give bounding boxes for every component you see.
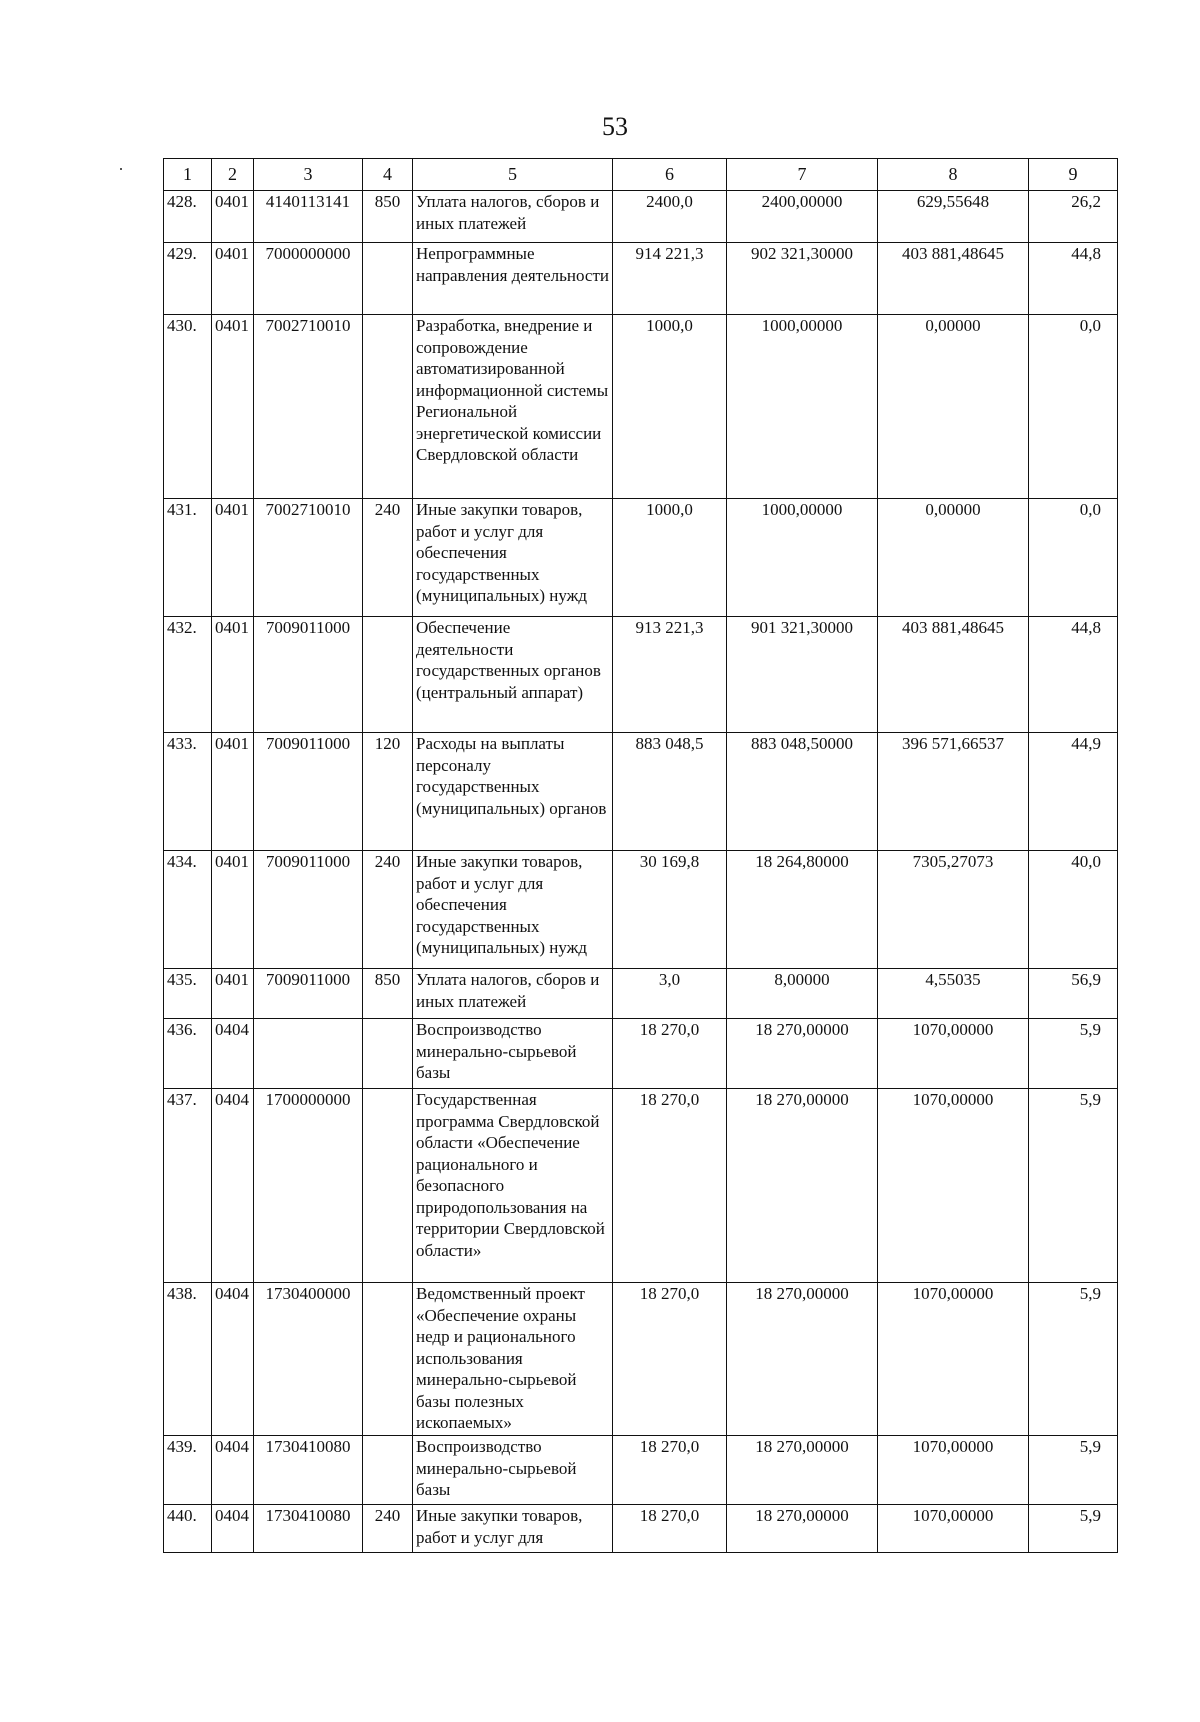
expense-type-cell [363, 1019, 413, 1089]
row-number-cell: 430. [164, 315, 212, 499]
plan-amount-cell: 1000,00000 [727, 315, 878, 499]
col-header-4: 4 [363, 159, 413, 191]
expense-type-cell: 850 [363, 969, 413, 1019]
percent-cell: 0,0 [1029, 499, 1118, 617]
percent-cell: 40,0 [1029, 851, 1118, 969]
expense-type-cell: 240 [363, 851, 413, 969]
executed-amount-cell: 1070,00000 [878, 1283, 1029, 1436]
executed-amount-cell: 7305,27073 [878, 851, 1029, 969]
section-code-cell: 0404 [212, 1436, 254, 1505]
plan-amount-cell: 18 270,00000 [727, 1436, 878, 1505]
item-name-cell: Уплата налогов, сборов и иных платежей [413, 969, 613, 1019]
item-name-cell: Воспроизводство минерально-сырьевой базы [413, 1019, 613, 1089]
section-code-cell: 0401 [212, 733, 254, 851]
plan-amount-cell: 18 270,00000 [727, 1019, 878, 1089]
item-name-cell: Воспроизводство минерально-сырьевой базы [413, 1436, 613, 1505]
executed-amount-cell: 1070,00000 [878, 1436, 1029, 1505]
row-number-cell: 436. [164, 1019, 212, 1089]
table-row [164, 617, 1118, 733]
executed-amount-cell: 0,00000 [878, 499, 1029, 617]
item-name-cell: Иные закупки товаров, работ и услуг для обеспечения государственных (муниципальных) нужд [413, 499, 613, 617]
item-name-cell: Иные закупки товаров, работ и услуг для [413, 1505, 613, 1553]
expense-type-cell: 240 [363, 499, 413, 617]
percent-cell: 5,9 [1029, 1436, 1118, 1505]
plan-amount-cell: 8,00000 [727, 969, 878, 1019]
target-article-cell: 7009011000 [254, 617, 363, 733]
approved-amount-cell: 18 270,0 [613, 1283, 727, 1436]
section-code-cell: 0404 [212, 1019, 254, 1089]
executed-amount-cell: 1070,00000 [878, 1019, 1029, 1089]
approved-amount-cell: 1000,0 [613, 499, 727, 617]
approved-amount-cell: 18 270,0 [613, 1505, 727, 1553]
expense-type-cell [363, 1089, 413, 1283]
row-number-cell: 440. [164, 1505, 212, 1553]
executed-amount-cell: 1070,00000 [878, 1505, 1029, 1553]
percent-cell: 44,9 [1029, 733, 1118, 851]
percent-cell: 5,9 [1029, 1505, 1118, 1553]
target-article-cell: 7002710010 [254, 315, 363, 499]
target-article-cell: 7002710010 [254, 499, 363, 617]
approved-amount-cell: 18 270,0 [613, 1436, 727, 1505]
percent-cell: 5,9 [1029, 1019, 1118, 1089]
plan-amount-cell: 1000,00000 [727, 499, 878, 617]
col-header-9: 9 [1029, 159, 1118, 191]
approved-amount-cell: 883 048,5 [613, 733, 727, 851]
percent-cell: 26,2 [1029, 191, 1118, 243]
item-name-cell: Ведомственный проект «Обеспечение охраны недр и рационального использования минерально-сырьевой базы полезных ископаемых» [413, 1283, 613, 1436]
table-row [164, 969, 1118, 1019]
row-number-cell: 433. [164, 733, 212, 851]
table-row [164, 1283, 1118, 1436]
col-header-5: 5 [413, 159, 613, 191]
row-number-cell: 439. [164, 1436, 212, 1505]
approved-amount-cell: 3,0 [613, 969, 727, 1019]
table-row [164, 851, 1118, 969]
table-row [164, 499, 1118, 617]
section-code-cell: 0401 [212, 243, 254, 315]
percent-cell: 44,8 [1029, 617, 1118, 733]
item-name-cell: Уплата налогов, сборов и иных платежей [413, 191, 613, 243]
budget-table [163, 158, 1118, 1553]
expense-type-cell [363, 1436, 413, 1505]
table-row [164, 243, 1118, 315]
col-header-6: 6 [613, 159, 727, 191]
row-number-cell: 431. [164, 499, 212, 617]
percent-cell: 44,8 [1029, 243, 1118, 315]
executed-amount-cell: 403 881,48645 [878, 243, 1029, 315]
executed-amount-cell: 4,55035 [878, 969, 1029, 1019]
expense-type-cell: 120 [363, 733, 413, 851]
approved-amount-cell: 18 270,0 [613, 1089, 727, 1283]
section-code-cell: 0401 [212, 499, 254, 617]
target-article-cell: 1730410080 [254, 1436, 363, 1505]
section-code-cell: 0401 [212, 191, 254, 243]
approved-amount-cell: 2400,0 [613, 191, 727, 243]
section-code-cell: 0404 [212, 1089, 254, 1283]
col-header-8: 8 [878, 159, 1029, 191]
row-number-cell: 434. [164, 851, 212, 969]
approved-amount-cell: 18 270,0 [613, 1019, 727, 1089]
executed-amount-cell: 0,00000 [878, 315, 1029, 499]
percent-cell: 0,0 [1029, 315, 1118, 499]
section-code-cell: 0404 [212, 1283, 254, 1436]
percent-cell: 5,9 [1029, 1283, 1118, 1436]
row-number-cell: 429. [164, 243, 212, 315]
table-row [164, 315, 1118, 499]
target-article-cell [254, 1019, 363, 1089]
target-article-cell: 1700000000 [254, 1089, 363, 1283]
col-header-3: 3 [254, 159, 363, 191]
table-row [164, 1505, 1118, 1553]
table-row [164, 1089, 1118, 1283]
section-code-cell: 0401 [212, 969, 254, 1019]
executed-amount-cell: 396 571,66537 [878, 733, 1029, 851]
col-header-2: 2 [212, 159, 254, 191]
table-row [164, 1436, 1118, 1505]
row-number-cell: 438. [164, 1283, 212, 1436]
executed-amount-cell: 629,55648 [878, 191, 1029, 243]
expense-type-cell: 850 [363, 191, 413, 243]
table-row [164, 191, 1118, 243]
row-number-cell: 435. [164, 969, 212, 1019]
target-article-cell: 7000000000 [254, 243, 363, 315]
section-code-cell: 0401 [212, 315, 254, 499]
plan-amount-cell: 883 048,50000 [727, 733, 878, 851]
row-number-cell: 428. [164, 191, 212, 243]
executed-amount-cell: 1070,00000 [878, 1089, 1029, 1283]
plan-amount-cell: 901 321,30000 [727, 617, 878, 733]
table-row [164, 1019, 1118, 1089]
target-article-cell: 1730400000 [254, 1283, 363, 1436]
col-header-7: 7 [727, 159, 878, 191]
target-article-cell: 1730410080 [254, 1505, 363, 1553]
item-name-cell: Разработка, внедрение и сопровождение автоматизированной информационной системы Региональной энергетической комиссии Свердловской области [413, 315, 613, 499]
plan-amount-cell: 18 270,00000 [727, 1283, 878, 1436]
item-name-cell: Государственная программа Свердловской области «Обеспечение рационального и безопасного природопользования на территории Свердловской области» [413, 1089, 613, 1283]
plan-amount-cell: 18 264,80000 [727, 851, 878, 969]
scan-speck [120, 168, 122, 170]
section-code-cell: 0404 [212, 1505, 254, 1553]
expense-type-cell [363, 617, 413, 733]
col-header-1: 1 [164, 159, 212, 191]
page-number: 53 [602, 112, 628, 141]
expense-type-cell [363, 1283, 413, 1436]
approved-amount-cell: 1000,0 [613, 315, 727, 499]
section-code-cell: 0401 [212, 617, 254, 733]
expense-type-cell: 240 [363, 1505, 413, 1553]
item-name-cell: Иные закупки товаров, работ и услуг для обеспечения государственных (муниципальных) нужд [413, 851, 613, 969]
target-article-cell: 7009011000 [254, 733, 363, 851]
plan-amount-cell: 2400,00000 [727, 191, 878, 243]
target-article-cell: 4140113141 [254, 191, 363, 243]
approved-amount-cell: 914 221,3 [613, 243, 727, 315]
item-name-cell: Непрограммные направления деятельности [413, 243, 613, 315]
percent-cell: 56,9 [1029, 969, 1118, 1019]
approved-amount-cell: 30 169,8 [613, 851, 727, 969]
expense-type-cell [363, 315, 413, 499]
table-body [164, 191, 1118, 1553]
table-row [164, 733, 1118, 851]
item-name-cell: Расходы на выплаты персоналу государственных (муниципальных) органов [413, 733, 613, 851]
section-code-cell: 0401 [212, 851, 254, 969]
target-article-cell: 7009011000 [254, 969, 363, 1019]
row-number-cell: 432. [164, 617, 212, 733]
executed-amount-cell: 403 881,48645 [878, 617, 1029, 733]
approved-amount-cell: 913 221,3 [613, 617, 727, 733]
item-name-cell: Обеспечение деятельности государственных органов (центральный аппарат) [413, 617, 613, 733]
row-number-cell: 437. [164, 1089, 212, 1283]
percent-cell: 5,9 [1029, 1089, 1118, 1283]
plan-amount-cell: 902 321,30000 [727, 243, 878, 315]
header-row [164, 159, 1118, 191]
plan-amount-cell: 18 270,00000 [727, 1089, 878, 1283]
expense-type-cell [363, 243, 413, 315]
target-article-cell: 7009011000 [254, 851, 363, 969]
plan-amount-cell: 18 270,00000 [727, 1505, 878, 1553]
